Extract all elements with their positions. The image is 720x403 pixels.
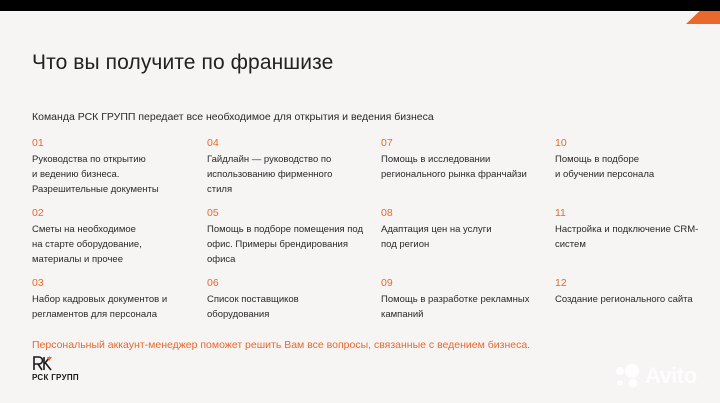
benefit-item: [381, 277, 551, 322]
benefit-item: [555, 137, 715, 182]
avito-watermark: [612, 362, 712, 392]
benefit-number: 05: [207, 207, 219, 219]
avito-logo-icon: [612, 362, 642, 390]
benefit-item: [207, 137, 377, 197]
slide: [0, 11, 720, 403]
benefit-text: Гайдлайн — руководство по использованию фирменного стиля: [207, 154, 333, 195]
benefit-item: [207, 277, 377, 322]
benefit-item: [555, 277, 715, 307]
slide-subtitle: Команда РСК ГРУПП передает все необходимое для открытия и ведения бизнеса: [32, 111, 434, 123]
benefits-grid: [32, 137, 720, 342]
avito-watermark-text: Avito: [645, 363, 697, 388]
benefit-item: [381, 137, 551, 182]
benefit-text: Адаптация цен на услуги под регион: [381, 224, 492, 250]
benefit-number: 02: [32, 207, 44, 219]
logo-text: РСК ГРУПП: [32, 373, 79, 382]
benefit-item: [555, 207, 715, 252]
benefit-text: Помощь в разработке рекламных кампаний: [381, 294, 530, 320]
rsk-logo-icon: [32, 355, 62, 371]
benefit-number: 07: [381, 137, 393, 149]
benefit-number: 04: [207, 137, 219, 149]
benefit-item: [32, 207, 202, 267]
benefit-number: 09: [381, 277, 393, 289]
benefit-text: Список поставщиков оборудования: [207, 294, 299, 320]
benefit-item: [381, 207, 551, 252]
benefit-number: 11: [555, 207, 566, 219]
benefit-text: Помощь в подборе и обучении персонала: [555, 154, 655, 180]
benefit-text: Настройка и подключение CRM- систем: [555, 224, 699, 250]
company-logo: [30, 355, 90, 385]
benefit-number: 10: [555, 137, 567, 149]
benefit-number: 12: [555, 277, 567, 289]
benefit-text: Создание регионального сайта: [555, 294, 693, 305]
benefit-text: Помощь в подборе помещения под офис. Примеры брендирования офиса: [207, 224, 364, 265]
benefit-text: Сметы на необходимое на старте оборудование, материалы и прочее: [32, 224, 142, 265]
benefit-number: 08: [381, 207, 393, 219]
benefit-item: [207, 207, 382, 267]
slide-title: Что вы получите по франшизе: [32, 51, 334, 74]
benefit-text: Руководства по открытию и ведению бизнеса. Разрешительные документы: [32, 154, 159, 195]
benefit-item: [32, 277, 202, 322]
benefit-text: Помощь в исследовании регионального рынка франчайзи: [381, 154, 527, 180]
benefit-number: 06: [207, 277, 219, 289]
footer-note: Персональный аккаунт-менеджер поможет решить Вам все вопросы, связанные с ведением бизнеса.: [32, 339, 531, 351]
benefit-item: [32, 137, 202, 197]
benefit-text: Набор кадровых документов и регламентов для персонала: [32, 294, 168, 320]
benefit-number: 03: [32, 277, 44, 289]
benefit-number: 01: [32, 137, 44, 149]
